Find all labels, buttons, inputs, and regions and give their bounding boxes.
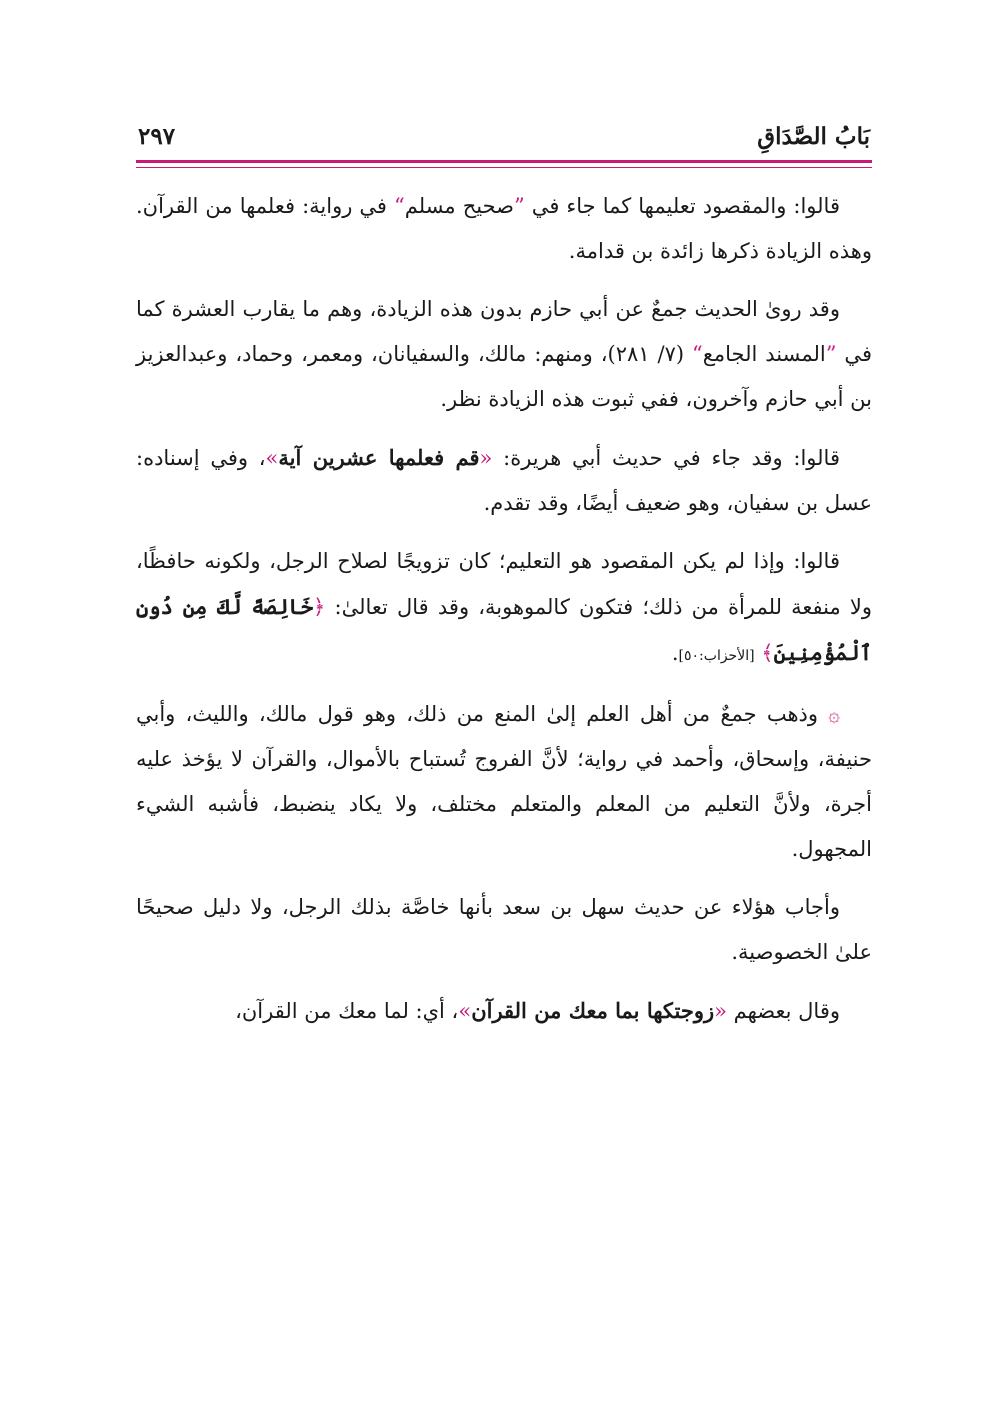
p1-quote-close: “ xyxy=(394,194,405,218)
p7-hadith-close: » xyxy=(458,999,472,1023)
p3-hadith-open: « xyxy=(479,446,493,470)
p1-source: صحيح مسلم xyxy=(404,194,515,218)
p3-hadith-close: » xyxy=(265,446,279,470)
p4-ayah-close: ﴾ xyxy=(761,641,774,665)
p2-source: المسند الجامع xyxy=(702,342,826,366)
header-rule-thick xyxy=(136,160,872,163)
p4-end: . xyxy=(671,641,679,665)
p1-quote-open: ” xyxy=(514,194,525,218)
p4-ayah-text: خَالِصَةً لَّكَ مِن دُونِ ٱلْمُؤْمِنِينَ xyxy=(136,594,872,665)
p1-text-b: في رواية: فعلمها من القرآن. وهذه الزيادة ذكرها زائدة بن قدامة. xyxy=(136,194,872,263)
p4-text-a: قالوا: وإذا لم يكن المقصود هو التعليم؛ كان تزويجًا لصلاح الرجل، ولكونه حافظًا، ولا منفعة للمرأة من ذلك؛ فتكون كالموهوبة، وقد قال تعالىٰ: xyxy=(136,549,873,619)
paragraph-4 xyxy=(136,539,872,679)
page-header xyxy=(138,116,870,156)
paragraph-3 xyxy=(136,435,872,526)
p2-text-b: (٧/ ٢٨١)، ومنهم: مالك، والسفيانان، ومعمر، وحماد، وعبدالعزيز بن أبي حازم وآخرون، ففي ثبوت هذه الزيادة نظر. xyxy=(136,342,872,411)
p4-ayah-reference: [الأحزاب:٥٠] xyxy=(678,648,755,664)
paragraph-6 xyxy=(136,885,872,975)
paragraph-1 xyxy=(136,184,872,274)
p2-quote-open: ” xyxy=(825,342,837,366)
paragraph-5 xyxy=(136,692,872,872)
p6-text: وأجاب هؤلاء عن حديث سهل بن سعد بأنها خاصَّة بذلك الرجل، ولا دليل صحيحًا علىٰ الخصوصية. xyxy=(136,895,872,964)
p7-hadith-text: زوجتكها بما معك من القرآن xyxy=(471,998,715,1023)
p7-text-a: وقال بعضهم xyxy=(726,999,840,1023)
paragraph-7 xyxy=(136,988,872,1034)
p4-ayah-open: ﴿ xyxy=(313,595,326,619)
header-rule-thin xyxy=(136,167,872,168)
p7-hadith-open: « xyxy=(714,999,727,1023)
p3-hadith-text: قم فعلمها عشرين آية xyxy=(278,445,480,470)
p3-text-b: ، وفي إسناده: عسل بن سفيان، وهو ضعيف أيضًا، وقد تقدم. xyxy=(136,446,872,515)
p2-quote-close: “ xyxy=(691,342,703,366)
p5-text: وذهب جمعٌ من أهل العلم إلىٰ المنع من ذلك، وهو قول مالك، والليث، وأبي حنيفة، وإسحاق، وأحمد في رواية؛ لأنَّ الفروج تُستباح بالأموال، والقرآن لا يؤخذ عليه أجرة، ولأنَّ التعليم من المعلم والمتعلم مختلف، ولا يكاد ينضبط، فأشبه الشيء المجهول. xyxy=(136,702,872,861)
p2-text-a: وقد روىٰ الحديث جمعٌ عن أبي حازم بدون هذه الزيادة، وهم ما يقارب العشرة كما في xyxy=(136,297,872,366)
paragraph-2 xyxy=(136,287,872,422)
page-number: ٢٩٧ xyxy=(138,122,176,150)
page-body xyxy=(136,184,872,1047)
chapter-title: بَابُ الصَّدَاقِ xyxy=(757,122,870,150)
p7-text-b: ، أي: لما معك من القرآن، xyxy=(235,999,459,1023)
p1-text-a: قالوا: والمقصود تعليمها كما جاء في xyxy=(524,194,840,218)
p3-text-a: قالوا: وقد جاء في حديث أبي هريرة: xyxy=(492,446,840,470)
flower-icon: ۞ xyxy=(828,702,840,726)
